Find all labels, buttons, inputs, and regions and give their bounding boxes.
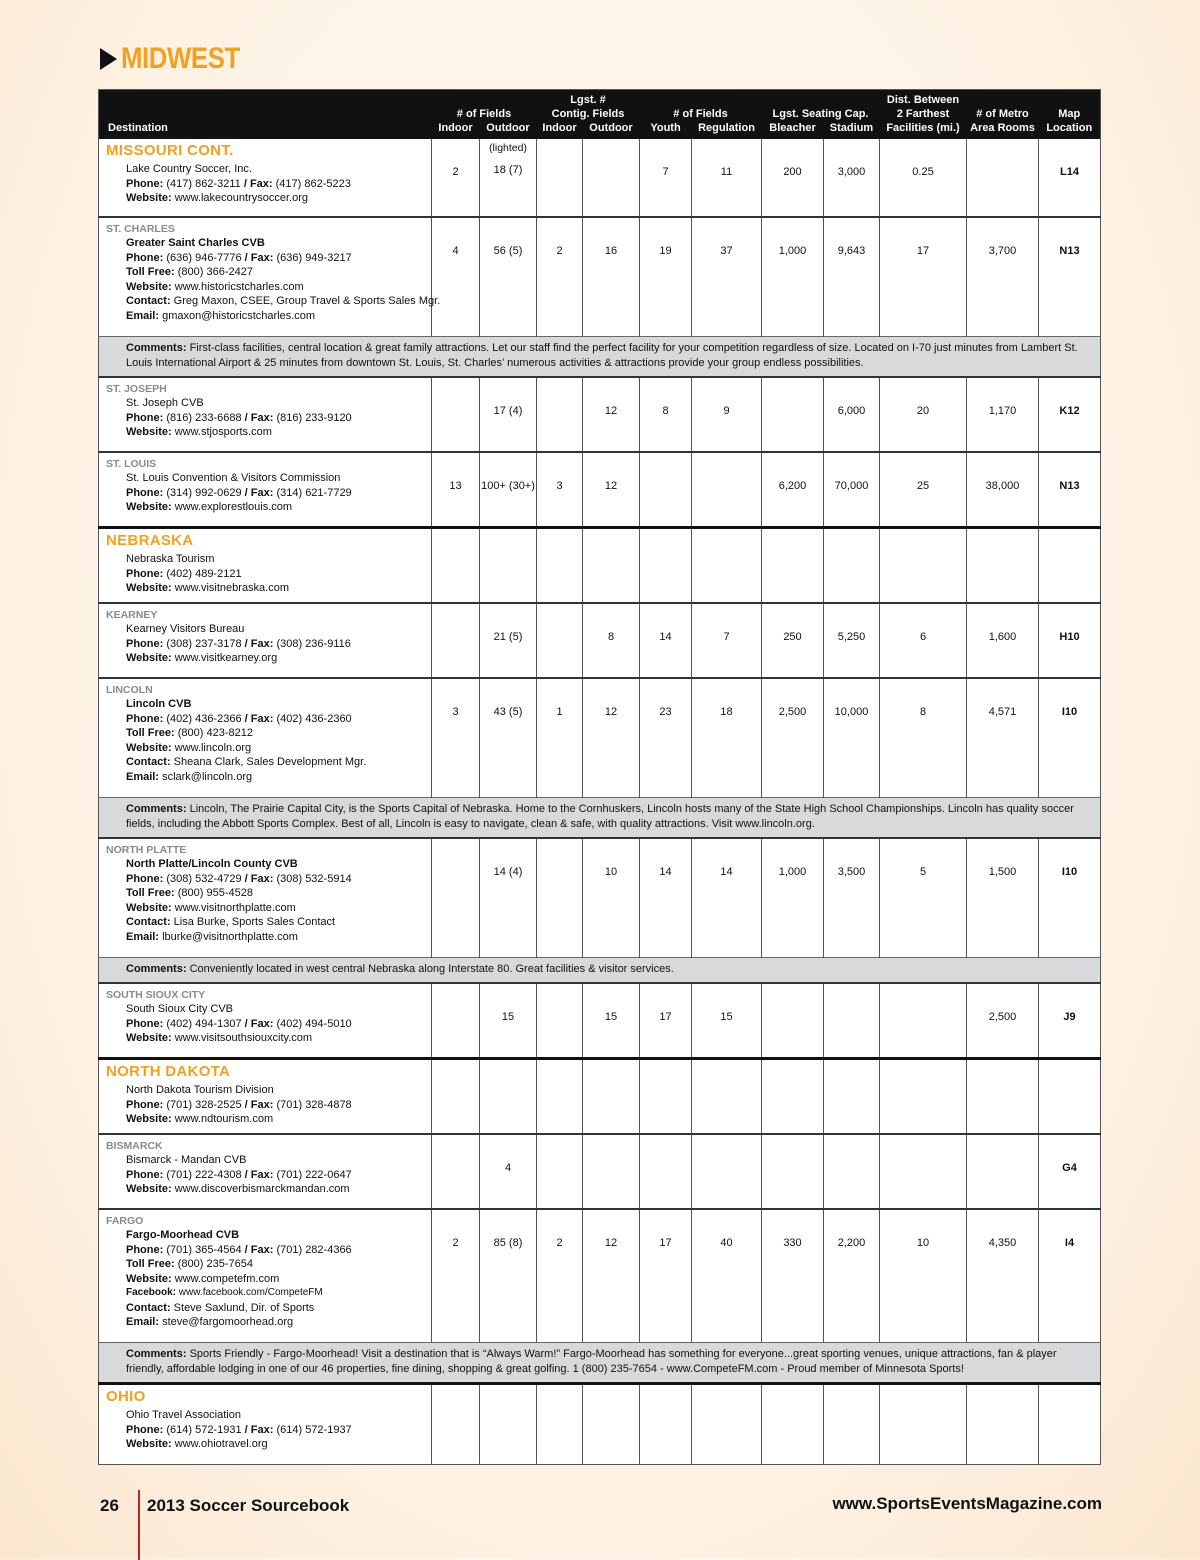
distance-cell (880, 983, 967, 1059)
youth-cell: 23 (640, 678, 692, 798)
stadium-cell (824, 1134, 880, 1209)
website-line: Website: www.visitsouthsiouxcity.com (126, 1032, 313, 1044)
youth-cell (640, 452, 692, 528)
city-name: NORTH PLATTE (106, 844, 187, 856)
header-largest-contiguous: Lgst. # Contig. Fields Indoor Outdoor (537, 90, 640, 140)
toll-free-line: Toll Free: (800) 366-2427 (126, 266, 253, 278)
table-body (99, 139, 1101, 1465)
bleacher-cell (762, 983, 824, 1059)
header-fields: # of Fields Indoor Outdoor (432, 90, 537, 140)
lg-indoor-cell (537, 838, 583, 958)
indoor-fields-cell: 4 (432, 217, 480, 337)
org-name: North Dakota Tourism Division (126, 1084, 274, 1096)
website-line: Website: www.lakecountrysoccer.org (126, 192, 308, 204)
youth-cell (640, 1384, 692, 1465)
distance-cell (880, 528, 967, 604)
stadium-cell (824, 983, 880, 1059)
distance-cell: 20 (880, 377, 967, 452)
contact-line: Contact: Sheana Clark, Sales Development Mgr. (126, 756, 367, 768)
stadium-cell (824, 528, 880, 604)
indoor-fields-cell (432, 1134, 480, 1209)
phone-line: Phone: (701) 222-4308 / Fax: (701) 222-0647 (126, 1168, 352, 1181)
destination-cell (99, 1059, 432, 1135)
table-row (99, 1209, 1101, 1343)
header-map-location: Map Location (1039, 90, 1101, 140)
comment-row (99, 958, 1101, 984)
header-destination: Destination (99, 90, 432, 140)
org-name: Nebraska Tourism (126, 553, 215, 565)
website-line: Website: www.visitnebraska.com (126, 582, 290, 594)
table-row (99, 838, 1101, 958)
website-link[interactable]: www.lincoln.org (174, 741, 252, 754)
youth-cell: 8 (640, 377, 692, 452)
org-name: Fargo-Moorhead CVB (126, 1229, 240, 1241)
bleacher-cell: 1,000 (762, 217, 824, 337)
map-location-cell: N13 (1039, 452, 1101, 528)
indoor-fields-cell (432, 838, 480, 958)
indoor-fields-cell (432, 377, 480, 452)
website-line: Website: www.ohiotravel.org (126, 1438, 268, 1450)
comment-row (99, 798, 1101, 839)
stadium-cell: 5,250 (824, 603, 880, 678)
table-row (99, 139, 1101, 217)
regulation-cell (692, 452, 762, 528)
table-row (99, 678, 1101, 798)
lg-indoor-cell (537, 1059, 583, 1135)
bleacher-cell (762, 528, 824, 604)
lg-indoor-cell (537, 603, 583, 678)
rooms-cell: 2,500 (967, 983, 1039, 1059)
destination-cell (99, 528, 432, 604)
outdoor-fields-cell: 21 (5) (480, 603, 537, 678)
map-location-cell: H10 (1039, 603, 1101, 678)
header-metro-rooms: # of Metro Area Rooms (967, 90, 1039, 140)
comment-row (99, 1343, 1101, 1384)
city-name: ST. CHARLES (106, 223, 175, 235)
header-distance: Dist. Between 2 Farthest Facilities (mi.) (880, 90, 967, 140)
lg-outdoor-cell: 12 (583, 377, 640, 452)
lg-indoor-cell: 2 (537, 1209, 583, 1343)
comment-cell: Comments: Lincoln, The Prairie Capital City, is the Sports Capital of Nebraska. Home to the Cornhuskers, Lincoln hosts many of the State High School Championships. Lincoln has quality soccer fields, including the Abbott Sports Complex. Best of all, Lincoln is easy to navigate, clean & safe, with quality attractions. Visit www.lincoln.org. (99, 798, 1101, 839)
rooms-cell (967, 1134, 1039, 1209)
bleacher-cell: 250 (762, 603, 824, 678)
website-line: Website: www.historicstcharles.com (126, 280, 304, 293)
lg-indoor-cell: 2 (537, 217, 583, 337)
website-link[interactable]: www.visitnorthplatte.com (174, 901, 296, 914)
regulation-cell: 37 (692, 217, 762, 337)
org-name: Kearney Visitors Bureau (126, 623, 245, 635)
comment-cell: Comments: Sports Friendly - Fargo-Moorhead! Visit a destination that is “Always Warm!” Fargo-Moorhead has something for everyone...great sporting venues, unique attractions, fan & player friendly, affordable lodging in one of our 46 properties, fine dining, shopping & great golfing. 1 (800) 235-7654 - www.CompeteFM.com - Proud member of Minnesota Sports! (99, 1343, 1101, 1384)
city-name: LINCOLN (106, 684, 153, 696)
lg-indoor-cell (537, 983, 583, 1059)
website-line: Website: www.ndtourism.com (126, 1113, 274, 1125)
page-footer (100, 1494, 1102, 1524)
email-line: Email: lburke@visitnorthplatte.com (126, 930, 298, 943)
distance-cell: 0.25 (880, 139, 967, 217)
map-location-cell: L14 (1039, 139, 1101, 217)
phone-line: Phone: (636) 946-7776 / Fax: (636) 949-3217 (126, 251, 352, 264)
distance-cell: 17 (880, 217, 967, 337)
org-name: St. Joseph CVB (126, 397, 204, 409)
outdoor-fields-cell: 14 (4) (480, 838, 537, 958)
outdoor-fields-cell: 85 (8) (480, 1209, 537, 1343)
map-location-cell: I10 (1039, 678, 1101, 798)
website-line: Website: www.explorestlouis.com (126, 501, 293, 513)
regulation-cell: 40 (692, 1209, 762, 1343)
stadium-cell: 3,000 (824, 139, 880, 217)
youth-cell: 17 (640, 983, 692, 1059)
magazine-website-link[interactable]: www.SportsEventsMagazine.com (832, 1494, 1102, 1513)
outdoor-fields-cell: 100+ (30+) (480, 452, 537, 528)
lg-indoor-cell (537, 139, 583, 217)
distance-cell: 6 (880, 603, 967, 678)
indoor-fields-cell: 13 (432, 452, 480, 528)
stadium-cell (824, 1384, 880, 1465)
map-location-cell: K12 (1039, 377, 1101, 452)
lg-outdoor-cell (583, 1059, 640, 1135)
website-line: Website: www.visitkearney.org (126, 652, 278, 664)
lg-indoor-cell: 1 (537, 678, 583, 798)
destination-cell (99, 1209, 432, 1343)
lg-outdoor-cell (583, 1134, 640, 1209)
distance-cell: 10 (880, 1209, 967, 1343)
website-link[interactable]: www.historicstcharles.com (174, 280, 304, 293)
destination-cell (99, 217, 441, 337)
map-location-cell: G4 (1039, 1134, 1101, 1209)
destination-cell (99, 603, 432, 678)
email-link[interactable]: steve@fargomoorhead.org (162, 1316, 294, 1328)
rooms-cell: 1,600 (967, 603, 1039, 678)
phone-line: Phone: (308) 237-3178 / Fax: (308) 236-9116 (126, 637, 351, 650)
org-name: Ohio Travel Association (126, 1409, 241, 1421)
website-link[interactable]: www.ndtourism.com (174, 1113, 274, 1125)
distance-cell (880, 1384, 967, 1465)
table-row (99, 603, 1101, 678)
distance-cell (880, 1059, 967, 1135)
lg-indoor-cell (537, 1384, 583, 1465)
email-line: Email: steve@fargomoorhead.org (126, 1316, 294, 1328)
destination-cell (99, 1384, 432, 1465)
lg-indoor-cell (537, 528, 583, 604)
map-location-cell: I4 (1039, 1209, 1101, 1343)
play-arrow-icon (100, 48, 117, 70)
bleacher-cell: 6,200 (762, 452, 824, 528)
youth-cell (640, 1059, 692, 1135)
lg-outdoor-cell (583, 528, 640, 604)
youth-cell: 14 (640, 838, 692, 958)
destination-cell (99, 678, 432, 798)
facebook-link[interactable]: www.facebook.com/CompeteFM (178, 1287, 323, 1298)
toll-free-line: Toll Free: (800) 423-8212 (126, 727, 253, 739)
email-link[interactable]: gmaxon@historicstcharles.com (162, 309, 316, 322)
website-line: Website: www.lincoln.org (126, 741, 252, 754)
website-line: Website: www.discoverbismarckmandan.com (126, 1183, 350, 1195)
city-name: KEARNEY (106, 609, 158, 621)
book-title: 2013 Soccer Sourcebook (147, 1496, 350, 1515)
bleacher-cell: 200 (762, 139, 824, 217)
youth-cell: 7 (640, 139, 692, 217)
table-row (99, 528, 1101, 604)
org-name: Lake Country Soccer, Inc. (126, 163, 252, 175)
regulation-cell (692, 1059, 762, 1135)
regulation-cell: 9 (692, 377, 762, 452)
destination-cell (99, 983, 432, 1059)
page-heading (100, 42, 259, 76)
rooms-cell: 1,500 (967, 838, 1039, 958)
lg-outdoor-cell (583, 1384, 640, 1465)
header-seating: Lgst. Seating Cap. Bleacher Stadium (762, 90, 880, 140)
rooms-cell: 4,571 (967, 678, 1039, 798)
table-row (99, 377, 1101, 452)
destination-cell (99, 139, 432, 217)
indoor-fields-cell: 3 (432, 678, 480, 798)
map-location-cell (1039, 1384, 1101, 1465)
regulation-cell: 15 (692, 983, 762, 1059)
website-link[interactable]: www.lakecountrysoccer.org (174, 192, 308, 204)
table-header-row (99, 90, 1101, 140)
regulation-cell (692, 1134, 762, 1209)
lighted-note: (lighted) (489, 142, 527, 154)
lg-outdoor-cell (583, 139, 640, 217)
footer-divider (138, 1490, 140, 1560)
toll-free-line: Toll Free: (800) 235-7654 (126, 1258, 253, 1270)
stadium-cell: 6,000 (824, 377, 880, 452)
lg-outdoor-cell: 12 (583, 678, 640, 798)
website-link[interactable]: www.discoverbismarckmandan.com (174, 1183, 350, 1195)
bleacher-cell (762, 1134, 824, 1209)
org-name: Bismarck - Mandan CVB (126, 1154, 247, 1166)
state-name: NEBRASKA (106, 532, 194, 549)
state-name: MISSOURI CONT. (106, 142, 234, 159)
lg-outdoor-cell: 12 (583, 1209, 640, 1343)
youth-cell: 14 (640, 603, 692, 678)
org-name: Lincoln CVB (126, 698, 192, 710)
outdoor-fields-cell (480, 528, 537, 604)
regulation-cell: 14 (692, 838, 762, 958)
facebook-line: Facebook: www.facebook.com/CompeteFM (126, 1287, 323, 1298)
website-link[interactable]: www.stjosports.com (174, 426, 272, 438)
phone-line: Phone: (614) 572-1931 / Fax: (614) 572-1937 (126, 1423, 352, 1436)
stadium-cell: 70,000 (824, 452, 880, 528)
table-row (99, 1134, 1101, 1209)
bleacher-cell: 330 (762, 1209, 824, 1343)
indoor-fields-cell (432, 528, 480, 604)
phone-line: Phone: (402) 494-1307 / Fax: (402) 494-5010 (126, 1017, 352, 1030)
destination-cell (99, 452, 432, 528)
bleacher-cell (762, 1384, 824, 1465)
indoor-fields-cell (432, 603, 480, 678)
regulation-cell (692, 1384, 762, 1465)
lg-outdoor-cell: 12 (583, 452, 640, 528)
page-number: 26 (100, 1496, 119, 1515)
website-link[interactable]: www.ohiotravel.org (174, 1438, 268, 1450)
phone-line: Phone: (701) 328-2525 / Fax: (701) 328-4878 (126, 1098, 352, 1111)
header-fields-type: # of Fields Youth Regulation (640, 90, 762, 140)
youth-cell: 19 (640, 217, 692, 337)
phone-line: Phone: (308) 532-4729 / Fax: (308) 532-5914 (126, 872, 352, 885)
website-link[interactable]: www.visitsouthsiouxcity.com (174, 1032, 313, 1044)
outdoor-fields-cell: 17 (4) (480, 377, 537, 452)
bleacher-cell: 2,500 (762, 678, 824, 798)
org-name: St. Louis Convention & Visitors Commission (126, 472, 341, 484)
stadium-cell: 3,500 (824, 838, 880, 958)
org-name: North Platte/Lincoln County CVB (126, 858, 298, 870)
email-link[interactable]: sclark@lincoln.org (162, 770, 253, 783)
stadium-cell: 10,000 (824, 678, 880, 798)
map-location-cell: I10 (1039, 838, 1101, 958)
outdoor-fields-cell: 56 (5) (480, 217, 537, 337)
destination-cell (99, 377, 432, 452)
comment-cell: Comments: Conveniently located in west central Nebraska along Interstate 80. Great facilities & visitor services. (99, 958, 1101, 984)
indoor-fields-cell (432, 1059, 480, 1135)
distance-cell: 25 (880, 452, 967, 528)
comment-cell: Comments: First-class facilities, central location & great family attractions. Let our staff find the perfect facility for your competition regardless of size. Located on I-70 just minutes from Lambert St. Louis International Airport & 25 minutes from downtown St. Louis, St. Charles’ numerous activities & attractions provide your group endless possibilities. (99, 337, 1101, 378)
rooms-cell (967, 139, 1039, 217)
listings-table-wrapper (98, 89, 1102, 1465)
listings-table (98, 89, 1101, 1465)
website-link[interactable]: www.visitnebraska.com (174, 582, 290, 594)
phone-line: Phone: (402) 436-2366 / Fax: (402) 436-2360 (126, 712, 352, 725)
org-name: Greater Saint Charles CVB (126, 237, 265, 249)
website-link[interactable]: www.explorestlouis.com (174, 501, 293, 513)
phone-line: Phone: (701) 365-4564 / Fax: (701) 282-4366 (126, 1243, 352, 1256)
distance-cell: 8 (880, 678, 967, 798)
outdoor-fields-cell: 4 (480, 1134, 537, 1209)
phone-line: Phone: (417) 862-3211 / Fax: (417) 862-5223 (126, 177, 351, 190)
lg-outdoor-cell: 15 (583, 983, 640, 1059)
map-location-cell: N13 (1039, 217, 1101, 337)
table-row (99, 983, 1101, 1059)
youth-cell (640, 528, 692, 604)
lg-outdoor-cell: 8 (583, 603, 640, 678)
rooms-cell: 3,700 (967, 217, 1039, 337)
indoor-fields-cell: 2 (432, 139, 480, 217)
outdoor-fields-cell (480, 1059, 537, 1135)
website-link[interactable]: www.competefm.com (174, 1272, 280, 1285)
city-name: ST. LOUIS (106, 458, 157, 470)
distance-cell: 5 (880, 838, 967, 958)
email-line: Email: gmaxon@historicstcharles.com (126, 309, 316, 322)
indoor-fields-cell (432, 983, 480, 1059)
map-location-cell (1039, 1059, 1101, 1135)
contact-line: Contact: Lisa Burke, Sports Sales Contact (126, 916, 336, 928)
website-line: Website: www.visitnorthplatte.com (126, 901, 296, 914)
table-row (99, 217, 1101, 337)
rooms-cell: 1,170 (967, 377, 1039, 452)
contact-line: Contact: Greg Maxon, CSEE, Group Travel & Sports Sales Mgr. (126, 295, 441, 307)
bleacher-cell (762, 1059, 824, 1135)
section-title: MIDWEST (121, 42, 240, 75)
org-name: South Sioux City CVB (126, 1003, 233, 1015)
bleacher-cell: 1,000 (762, 838, 824, 958)
map-location-cell: J9 (1039, 983, 1101, 1059)
rooms-cell (967, 1384, 1039, 1465)
outdoor-fields-cell: 43 (5) (480, 678, 537, 798)
contact-line: Contact: Steve Saxlund, Dir. of Sports (126, 1301, 315, 1314)
lg-indoor-cell: 3 (537, 452, 583, 528)
table-row (99, 1384, 1101, 1465)
city-name: ST. JOSEPH (106, 383, 167, 395)
destination-cell (99, 838, 432, 958)
outdoor-fields-cell (480, 1384, 537, 1465)
regulation-cell: 18 (692, 678, 762, 798)
bleacher-cell (762, 377, 824, 452)
regulation-cell: 11 (692, 139, 762, 217)
website-line: Website: www.competefm.com (126, 1272, 280, 1285)
youth-cell (640, 1134, 692, 1209)
stadium-cell: 2,200 (824, 1209, 880, 1343)
table-row (99, 452, 1101, 528)
city-name: FARGO (106, 1215, 144, 1227)
rooms-cell (967, 1059, 1039, 1135)
destination-cell (99, 1134, 432, 1209)
regulation-cell (692, 528, 762, 604)
outdoor-fields-cell: (lighted) 18 (7) (480, 139, 537, 217)
comment-row (99, 337, 1101, 378)
lg-outdoor-cell: 16 (583, 217, 640, 337)
website-link[interactable]: www.visitkearney.org (174, 652, 278, 664)
state-name: OHIO (106, 1388, 146, 1405)
map-location-cell (1039, 528, 1101, 604)
state-name: NORTH DAKOTA (106, 1063, 231, 1080)
lg-indoor-cell (537, 1134, 583, 1209)
regulation-cell: 7 (692, 603, 762, 678)
stadium-cell: 9,643 (824, 217, 880, 337)
table-row (99, 1059, 1101, 1135)
distance-cell (880, 1134, 967, 1209)
email-line: Email: sclark@lincoln.org (126, 770, 253, 783)
lg-outdoor-cell: 10 (583, 838, 640, 958)
phone-line: Phone: (816) 233-6688 / Fax: (816) 233-9120 (126, 411, 352, 424)
website-line: Website: www.stjosports.com (126, 426, 272, 438)
lg-indoor-cell (537, 377, 583, 452)
email-link[interactable]: lburke@visitnorthplatte.com (162, 930, 298, 943)
stadium-cell (824, 1059, 880, 1135)
phone-line: Phone: (402) 489-2121 (126, 567, 242, 580)
phone-line: Phone: (314) 992-0629 / Fax: (314) 621-7729 (126, 486, 352, 499)
indoor-fields-cell: 2 (432, 1209, 480, 1343)
city-name: BISMARCK (106, 1140, 163, 1152)
rooms-cell: 4,350 (967, 1209, 1039, 1343)
rooms-cell: 38,000 (967, 452, 1039, 528)
city-name: SOUTH SIOUX CITY (106, 989, 206, 1001)
youth-cell: 17 (640, 1209, 692, 1343)
rooms-cell (967, 528, 1039, 604)
toll-free-line: Toll Free: (800) 955-4528 (126, 887, 253, 899)
outdoor-fields-cell: 15 (480, 983, 537, 1059)
indoor-fields-cell (432, 1384, 480, 1465)
